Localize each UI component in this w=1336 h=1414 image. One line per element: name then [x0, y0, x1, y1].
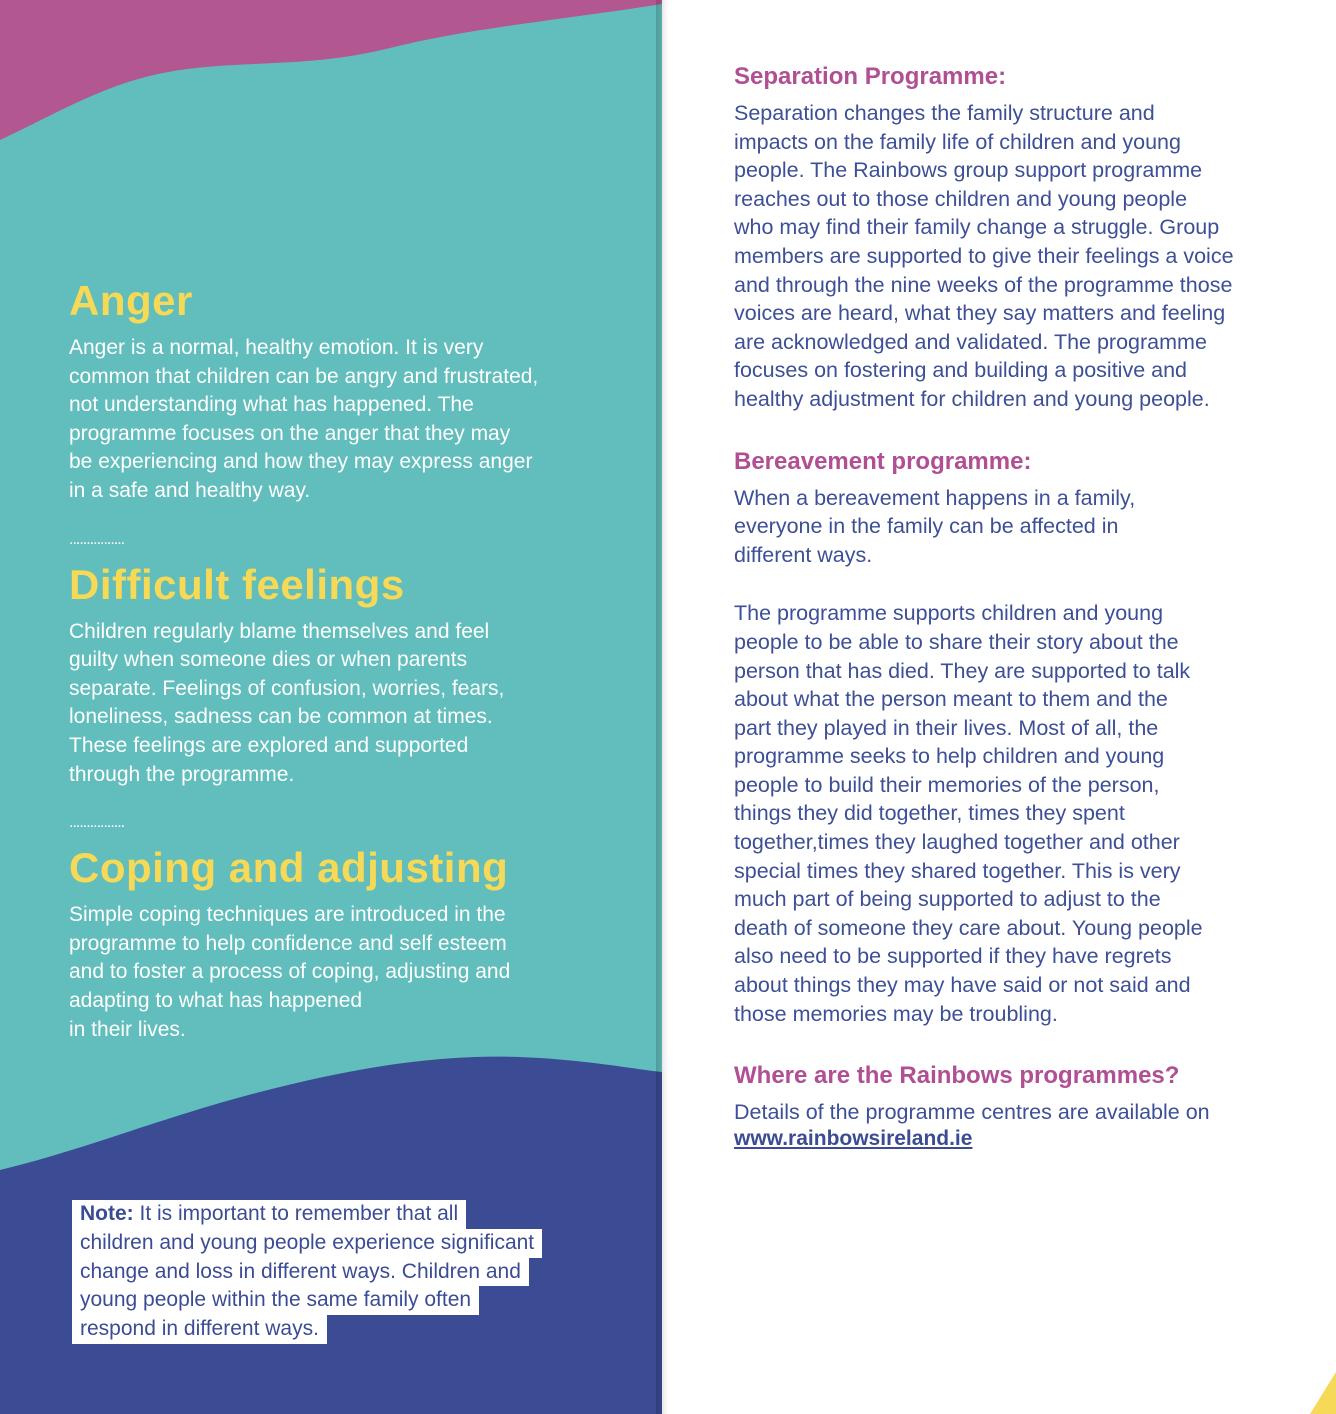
- bereavement-body-intro: When a bereavement happens in a family, everyone in the family can be affected in different ways.: [734, 485, 1136, 567]
- separation-body: Separation changes the family structure and impacts on the family life of children and young people. The Rainbows group support programme reaches out to those children and young people who may find their family change a struggle. Group members are supported to give their feelings a voice and through the nine weeks of the programme those voices are heard, what they say matters and feeling are acknowledged and validated. The programme focuses on fostering and building a positive and healthy adjustment for children and young people.: [734, 101, 1234, 411]
- fold-shadow: [656, 0, 668, 1414]
- note-label: Note:: [80, 1202, 134, 1225]
- purple-wave-shape: [0, 0, 662, 140]
- left-panel: [0, 0, 662, 1414]
- where-heading: Where are the Rainbows programmes?: [734, 1062, 1180, 1090]
- divider-dots: ................: [69, 530, 125, 548]
- bereavement-heading: Bereavement programme:: [734, 447, 1032, 475]
- note-text: It is important to remember that all: [133, 1202, 459, 1225]
- note-line: respond in different ways.: [72, 1315, 327, 1344]
- where-body: Details of the programme centres are available on: [734, 1100, 1210, 1125]
- note-line: children and young people experience significant: [72, 1229, 542, 1258]
- coping-heading: Coping and adjusting: [69, 844, 509, 892]
- separation-heading: Separation Programme:: [734, 63, 1007, 90]
- difficult-feelings-body: Children regularly blame themselves and feel guilty when someone dies or when parents separate. Feelings of confusion, worries, fears, loneliness, sadness can be common at times. These feelings are explored and supported through the programme.: [69, 619, 505, 786]
- corner-triangle: [1310, 1364, 1336, 1414]
- left-content: [69, 272, 629, 1044]
- anger-heading: Anger: [69, 277, 193, 324]
- note-box: [72, 1200, 612, 1344]
- rainbows-website-link[interactable]: www.rainbowsireland.ie: [734, 1126, 973, 1150]
- note-line: young people within the same family often: [72, 1286, 479, 1315]
- bereavement-body-main: The programme supports children and young people to be able to share their story about the person that has died. They are supported to talk about what the person meant to them and the part they played in their lives. Most of all, the programme seeks to help children and young people to build their memories of the person, things they did together, times they spent together,times they laughed together and other special times they shared together. This is very much part of being supported to adjust to the death of someone they care about. Young people also need to be supported if they have regrets about things they may have said or not said and those memories may be troubling.: [734, 601, 1203, 1026]
- anger-body: Anger is a normal, healthy emotion. It is very common that children can be angry and frustrated, not understanding what has happened. The programme focuses on the anger that they may be experiencing and how they may express anger in a safe and healthy way.: [69, 336, 539, 502]
- difficult-feelings-heading: Difficult feelings: [69, 560, 405, 608]
- right-content: [734, 57, 1294, 1151]
- coping-body: Simple coping techniques are introduced in the programme to help confidence and self esteem and to foster a process of coping, adjusting and adapting to what has happened in their lives.: [69, 903, 511, 1041]
- note-line: [72, 1200, 466, 1229]
- note-line: change and loss in different ways. Children and: [72, 1258, 529, 1287]
- divider-dots: ................: [69, 814, 125, 832]
